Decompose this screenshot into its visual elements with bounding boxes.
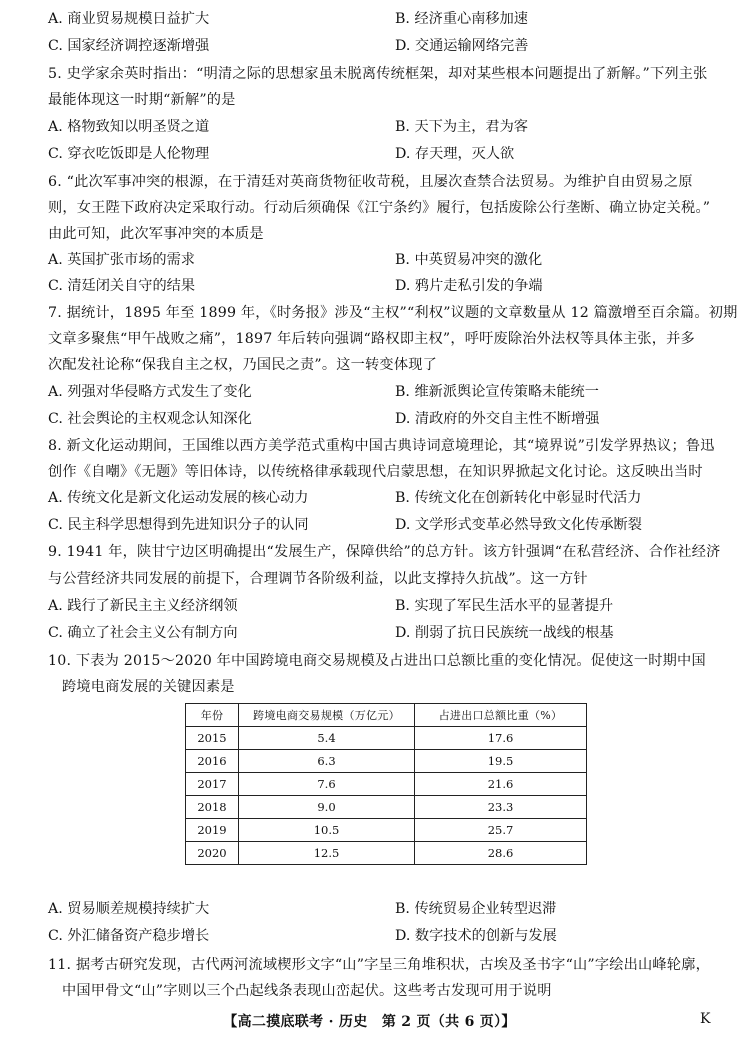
q6-stem-line-2: 则，女王陛下政府决定采取行动。行动后须确保《江宁条约》履行，包括废除公行垄断、确立协定关税。”	[48, 200, 711, 216]
table-cell-scale: 12.5	[239, 842, 415, 865]
q10-stem-line-2: 跨境电商发展的关键因素是	[62, 679, 235, 695]
table-row	[186, 842, 587, 865]
q7-option-d: D. 清政府的外交自主性不断增强	[395, 411, 600, 427]
q6-stem-line-3: 由此可知，此次军事冲突的本质是	[48, 226, 264, 242]
table-row	[186, 819, 587, 842]
table-header-row	[186, 704, 587, 727]
q8-option-a: A. 传统文化是新文化运动发展的核心动力	[48, 490, 309, 506]
q6-option-d: D. 鸦片走私引发的争端	[395, 278, 543, 294]
table-row	[186, 750, 587, 773]
q4-option-b: B. 经济重心南移加速	[395, 11, 528, 27]
table-cell-share: 17.6	[415, 727, 587, 750]
q10-data-table	[185, 703, 587, 865]
table-cell-scale: 10.5	[239, 819, 415, 842]
q8-stem-line-1: 8. 新文化运动期间，王国维以西方美学范式重构中国古典诗词意境理论，其“境界说”引发学界热议；鲁迅	[48, 438, 715, 454]
q10-option-c: C. 外汇储备资产稳步增长	[48, 928, 210, 944]
q6-stem-line-1: 6. “此次军事冲突的根源，在于清廷对英商货物征收苛税，且屡次查禁合法贸易。为维护自由贸易之原	[48, 174, 693, 190]
q5-stem-line-1: 5. 史学家余英时指出：“明清之际的思想家虽未脱离传统框架，却对某些根本问题提出了新解。”下列主张	[48, 66, 708, 82]
q10-option-d: D. 数字技术的创新与发展	[395, 928, 557, 944]
q5-stem-line-2: 最能体现这一时期“新解”的是	[48, 92, 236, 108]
q9-stem-line-2: 与公营经济共同发展的前提下，合理调节各阶级利益，以此支撑持久抗战”。这一方针	[48, 571, 588, 587]
q9-option-d: D. 削弱了抗日民族统一战线的根基	[395, 625, 614, 641]
table-cell-year: 2019	[186, 819, 239, 842]
table-header-share: 占进出口总额比重（%）	[415, 704, 587, 727]
q7-option-a: A. 列强对华侵略方式发生了变化	[48, 384, 252, 400]
table-cell-share: 21.6	[415, 773, 587, 796]
table-header-year: 年份	[186, 704, 239, 727]
q10-option-a: A. 贸易顺差规模持续扩大	[48, 901, 210, 917]
q7-stem-line-1: 7. 据统计，1895 年至 1899 年，《时务报》涉及“主权”“利权”议题的文章数量从 12 篇激增至百余篇。初期	[48, 305, 738, 321]
q7-stem-line-3: 次配发社论称“保我自主之权，乃国民之责”。这一转变体现了	[48, 357, 437, 373]
q6-option-a: A. 英国扩张市场的需求	[48, 252, 195, 268]
q6-option-b: B. 中英贸易冲突的激化	[395, 252, 543, 268]
table-row	[186, 773, 587, 796]
page-footer: 【高二摸底联考 · 历史 第 2 页（共 6 页）】	[223, 1014, 516, 1030]
q10-option-b: B. 传统贸易企业转型迟滞	[395, 901, 557, 917]
table-cell-scale: 9.0	[239, 796, 415, 819]
table-cell-year: 2020	[186, 842, 239, 865]
q8-option-d: D. 文学形式变革必然导致文化传承断裂	[395, 517, 642, 533]
table-cell-scale: 6.3	[239, 750, 415, 773]
table-cell-year: 2016	[186, 750, 239, 773]
q10-stem-line-1: 10. 下表为 2015～2020 年中国跨境电商交易规模及占进出口总额比重的变化情况。促使这一时期中国	[48, 653, 706, 669]
table-cell-share: 28.6	[415, 842, 587, 865]
q9-option-c: C. 确立了社会主义公有制方向	[48, 625, 238, 641]
q7-stem-line-2: 文章多聚焦“甲午战败之痛”，1897 年后转向强调“路权即主权”，呼吁废除治外法权等具体主张，并多	[48, 331, 695, 347]
q11-stem-line-1: 11. 据考古研究发现，古代两河流域楔形文字“山”字呈三角堆积状，古埃及圣书字“山”字绘出山峰轮廓，	[48, 957, 710, 973]
q9-option-b: B. 实现了军民生活水平的显著提升	[395, 598, 614, 614]
footer-corner-mark: K	[700, 1011, 711, 1027]
table-row	[186, 727, 587, 750]
q8-option-c: C. 民主科学思想得到先进知识分子的认同	[48, 517, 309, 533]
table-cell-share: 19.5	[415, 750, 587, 773]
q4-option-c: C. 国家经济调控逐渐增强	[48, 38, 210, 54]
q5-option-d: D. 存天理，灭人欲	[395, 146, 515, 162]
table-cell-year: 2018	[186, 796, 239, 819]
table-cell-share: 25.7	[415, 819, 587, 842]
table-cell-year: 2015	[186, 727, 239, 750]
q7-option-c: C. 社会舆论的主权观念认知深化	[48, 411, 252, 427]
q8-stem-line-2: 创作《自嘲》《无题》等旧体诗，以传统格律承载现代启蒙思想，在知识界掀起文化讨论。这反映出当时	[48, 464, 703, 480]
q4-option-a: A. 商业贸易规模日益扩大	[48, 11, 210, 27]
table-cell-scale: 7.6	[239, 773, 415, 796]
q6-option-c: C. 清廷闭关自守的结果	[48, 278, 196, 294]
q5-option-a: A. 格物致知以明圣贤之道	[48, 119, 210, 135]
table-cell-share: 23.3	[415, 796, 587, 819]
q9-stem-line-1: 9. 1941 年，陕甘宁边区明确提出“发展生产，保障供给”的总方针。该方针强调“在私营经济、合作社经济	[48, 544, 721, 560]
q4-option-d: D. 交通运输网络完善	[395, 38, 529, 54]
q5-option-c: C. 穿衣吃饭即是人伦物理	[48, 146, 210, 162]
table-row	[186, 796, 587, 819]
table-cell-year: 2017	[186, 773, 239, 796]
q11-stem-line-2: 中国甲骨文“山”字则以三个凸起线条表现山峦起伏。这些考古发现可用于说明	[62, 983, 552, 999]
q8-option-b: B. 传统文化在创新转化中彰显时代活力	[395, 490, 642, 506]
table-header-scale: 跨境电商交易规模（万亿元）	[239, 704, 415, 727]
q5-option-b: B. 天下为主，君为客	[395, 119, 528, 135]
q7-option-b: B. 维新派舆论宣传策略未能统一	[395, 384, 599, 400]
q9-option-a: A. 践行了新民主主义经济纲领	[48, 598, 238, 614]
table-cell-scale: 5.4	[239, 727, 415, 750]
